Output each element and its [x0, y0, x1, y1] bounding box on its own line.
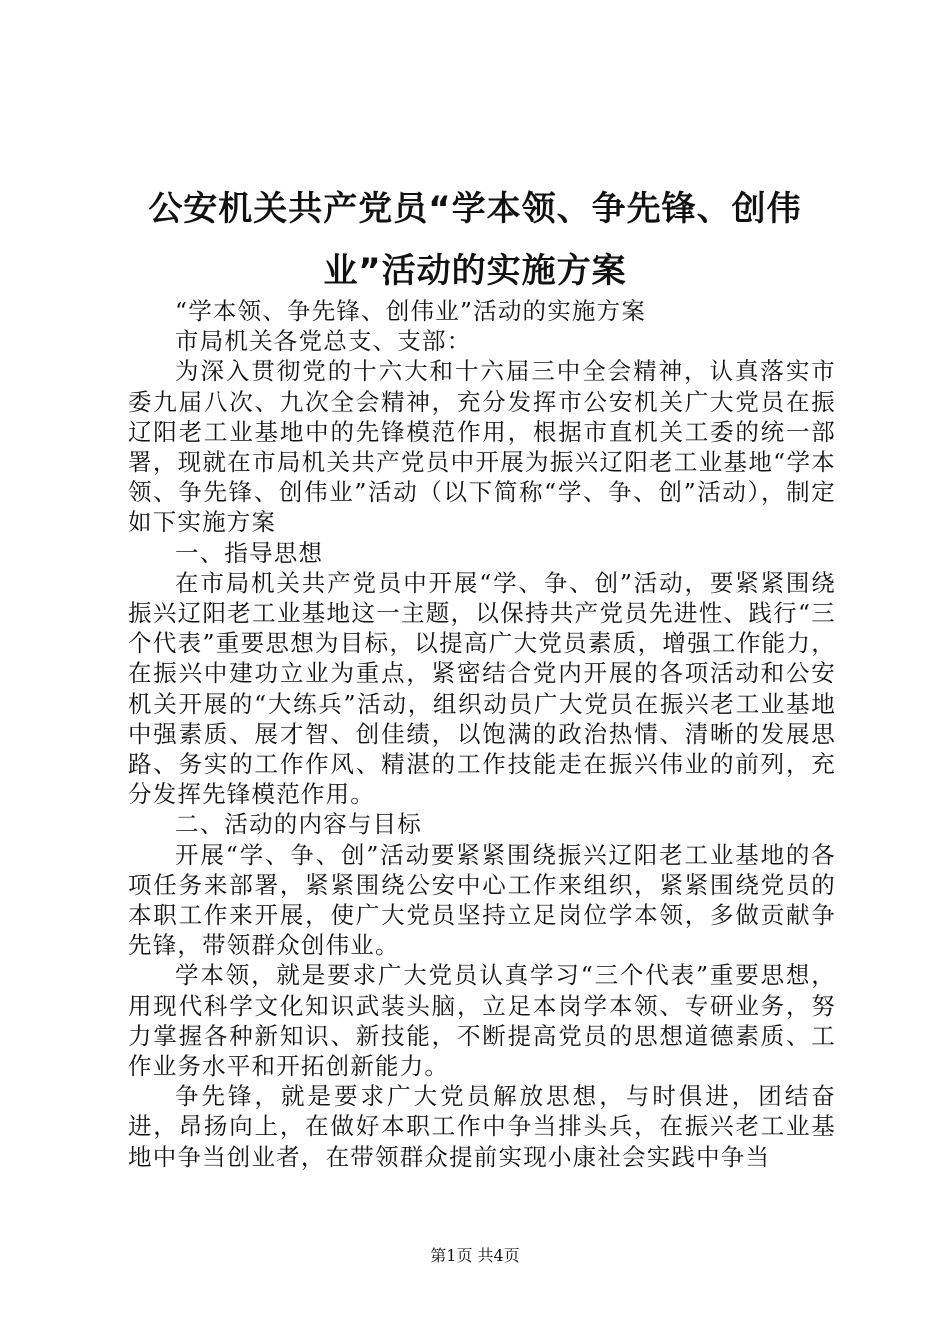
document-body	[128, 296, 836, 1172]
strive-vanguard-paragraph: 争先锋，就是要求广大党员解放思想，与时俱进，团结奋进，昂扬向上，在做好本职工作中争当排头兵，在振兴老工业基地中争当创业者，在带领群众提前实现小康社会实践中争当	[128, 1082, 836, 1171]
intro-paragraph: 为深入贯彻党的十六大和十六届三中全会精神，认真落实市委九届八次、九次全会精神，充分发挥市公安机关广大党员在振辽阳老工业基地中的先锋模范作用，根据市直机关工委的统一部署，现就在市局机关共产党员中开展为振兴辽阳老工业基地“学本领、争先锋、创伟业”活动（以下简称“学、争、创”活动），制定如下实施方案	[128, 357, 836, 537]
title-line-1: 公安机关共产党员“学本领、争先锋、创伟	[148, 189, 802, 229]
subtitle-paragraph: “学本领、争先锋、创伟业”活动的实施方案	[175, 297, 647, 325]
content-goals-paragraph: 开展“学、争、创”活动要紧紧围绕振兴辽阳老工业基地的各项任务来部署，紧紧围绕公安中心工作来组织，紧紧围绕党员的本职工作来开展，使广大党员坚持立足岗位学本领，多做贡献争先锋，带领群众创伟业。	[128, 840, 836, 960]
document-title	[120, 178, 830, 302]
section-heading-content-goals: 二、活动的内容与目标	[175, 810, 422, 839]
title-line-2: 业”活动的实施方案	[323, 251, 627, 291]
guiding-thought-paragraph: 在市局机关共产党员中开展“学、争、创”活动，要紧紧围绕振兴辽阳老工业基地这一主题，以保持共产党员先进性、践行“三个代表”重要思想为目标，以提高广大党员素质，增强工作能力，在振兴中建功立业为重点，紧密结合党内开展的各项活动和公安机关开展的“大练兵”活动，组织动员广大党员在振兴老工业基地中强素质、展才智、创佳绩，以饱满的政治热情、清晰的发展思路、务实的工作作风、精湛的工作技能走在振兴伟业的前列，充分发挥先锋模范作用。	[128, 568, 836, 809]
page-footer: 第1页 共4页	[430, 1246, 520, 1265]
learn-skills-paragraph: 学本领，就是要求广大党员认真学习“三个代表”重要思想，用现代科学文化知识武装头脑，立足本岗学本领、专研业务，努力掌握各种新知识、新技能，不断提高党员的思想道德素质、工作业务水平和开拓创新能力。	[128, 961, 836, 1081]
section-heading-guiding-thought: 一、指导思想	[175, 538, 324, 567]
salutation-paragraph: 市局机关各党总支、支部：	[175, 327, 472, 356]
